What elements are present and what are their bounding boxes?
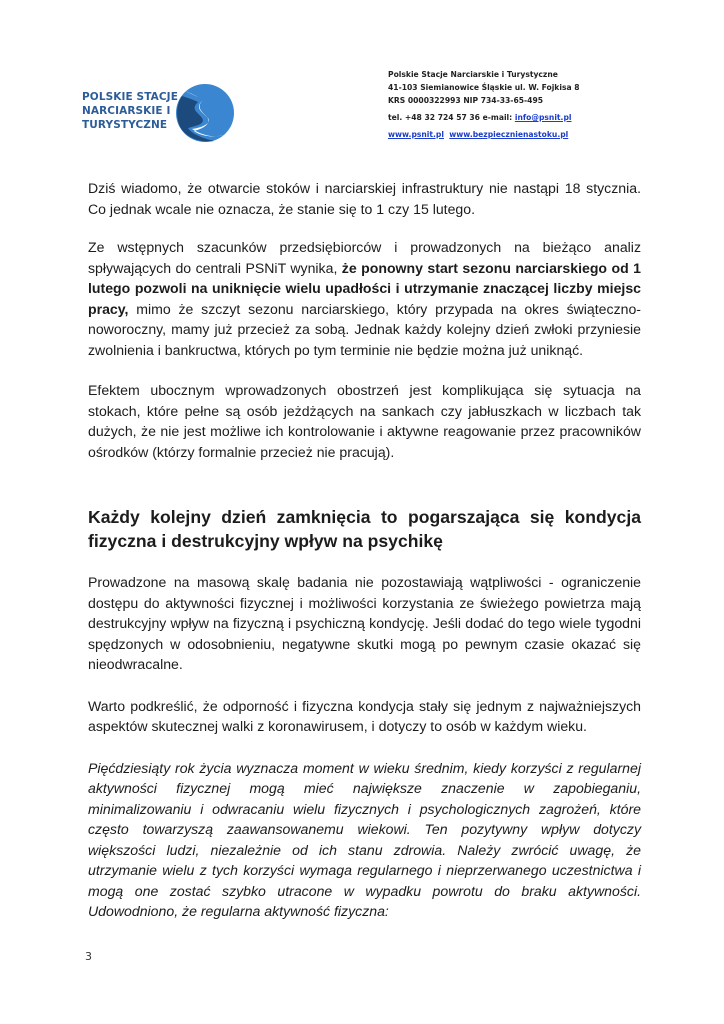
paragraph-5: Warto podkreślić, że odporność i fizyczna kondycja stały się jednym z najważniejszych aspektów skutecznej walki z koronawirusem, i dotyczy to osób w każdym wieku.: [88, 697, 641, 734]
paragraph-3: Efektem ubocznym wprowadzonych obostrzeń jest komplikująca się sytuacja na stokach, które pełne są osób jeżdżących na sankach czy jabłuszkach w liczbach tak dużych, że nie jest możliwe ich kontrolowanie i aktywne reagowanie przez pracowników ośrodków (którzy formalnie przecież nie pracują).: [88, 382, 641, 460]
organization-logo: [82, 82, 242, 148]
page-number: 3: [85, 950, 92, 963]
paragraph-1: Dziś wiadomo, że otwarcie stoków i narciarskiej infrastruktury nie nastąpi 18 stycznia. Co jednak wcale nie oznacza, że stanie się to 1 czy 15 lutego.: [88, 180, 641, 217]
paragraph-2: [88, 237, 641, 360]
phone-label: tel. +48 32 724 57 36 e-mail:: [388, 113, 515, 122]
body-section-2: [88, 572, 641, 922]
logo-text: [82, 90, 178, 132]
website-link-bezpiecznienastoku[interactable]: www.bezpiecznienastoku.pl: [449, 130, 569, 139]
registry-numbers: KRS 0000322993 NIP 734-33-65-495: [388, 96, 544, 105]
logo-line-2: NARCIARSKIE I: [82, 105, 171, 117]
paragraph-2-intro: Ze wstępnych szacunków przedsiębiorców i prowadzonych na bieżąco analiz spływających do centrali PSNiT wynika,: [88, 239, 641, 276]
address: 41-103 Siemianowice Śląskie ul. W. Fojkisa 8: [388, 83, 580, 92]
paragraph-4: Prowadzone na masową skalę badania nie pozostawiają wątpliwości - ograniczenie dostępu do aktywności fizycznej i możliwości korzystania ze świeżego powietrza mają destrukcyjny wpływ na fizyczną i psychiczną kondycję. Jeśli dodać do tego wiele tygodni spędzonych w odosobnieniu, negatywne skutki mogą po pewnym czasie okazać się nieodwracalne.: [88, 574, 641, 672]
section-heading: Każdy kolejny dzień zamknięcia to pogarszająca się kondycja fizyczna i destrukcyjny wpływ na psychikę: [88, 507, 641, 551]
phone-email-row: [388, 111, 580, 124]
paragraph-2-bold: że ponowny start sezonu narciarskiego od 1 lutego pozwoli na uniknięcie wielu upadłości i utrzymanie znaczącej liczby miejsc pracy,: [88, 259, 641, 317]
email-link[interactable]: info@psnit.pl: [514, 113, 572, 122]
paragraph-2-rest: mimo że szczyt sezonu narciarskiego, który przypada na okres świąteczno-noworoczny, mamy już przecież za sobą. Jednak każdy kolejny dzień zwłoki przyniesie zwolnienia i bankructwa, których po tym terminie nie będzie można już uniknąć.: [88, 300, 641, 358]
body-section-1: [88, 178, 641, 462]
logo-line-3: TURYSTYCZNE: [82, 119, 168, 131]
websites-row: [388, 128, 580, 141]
psnit-logo-mark-icon: [172, 82, 234, 144]
website-link-psnit[interactable]: www.psnit.pl: [388, 130, 444, 139]
contact-block: [388, 68, 580, 141]
org-name: Polskie Stacje Narciarskie i Turystyczne: [388, 70, 558, 79]
logo-line-1: POLSKIE STACJE: [82, 91, 178, 103]
paragraph-6-italic: Pięćdziesiąty rok życia wyznacza moment w wieku średnim, kiedy korzyści z regularnej aktywności fizycznej mogą mieć największe znaczenie w zapobieganiu, minimalizowaniu i odwracaniu wielu fizycznych i psychologicznych zagrożeń, które często towarzyszą zaawansowanemu wiekowi. Ten pozytywny wpływ dotyczy większości ludzi, niezależnie od ich stanu zdrowia. Należy zwrócić uwagę, że utrzymanie wielu z tych korzyści wymaga regularnego i nieprzerwanego uczestnictwa i mogą one zostać szybko utracone w wypadku powrotu do braku aktywności. Udowodniono, że regularna aktywność fizyczna:: [88, 759, 641, 919]
